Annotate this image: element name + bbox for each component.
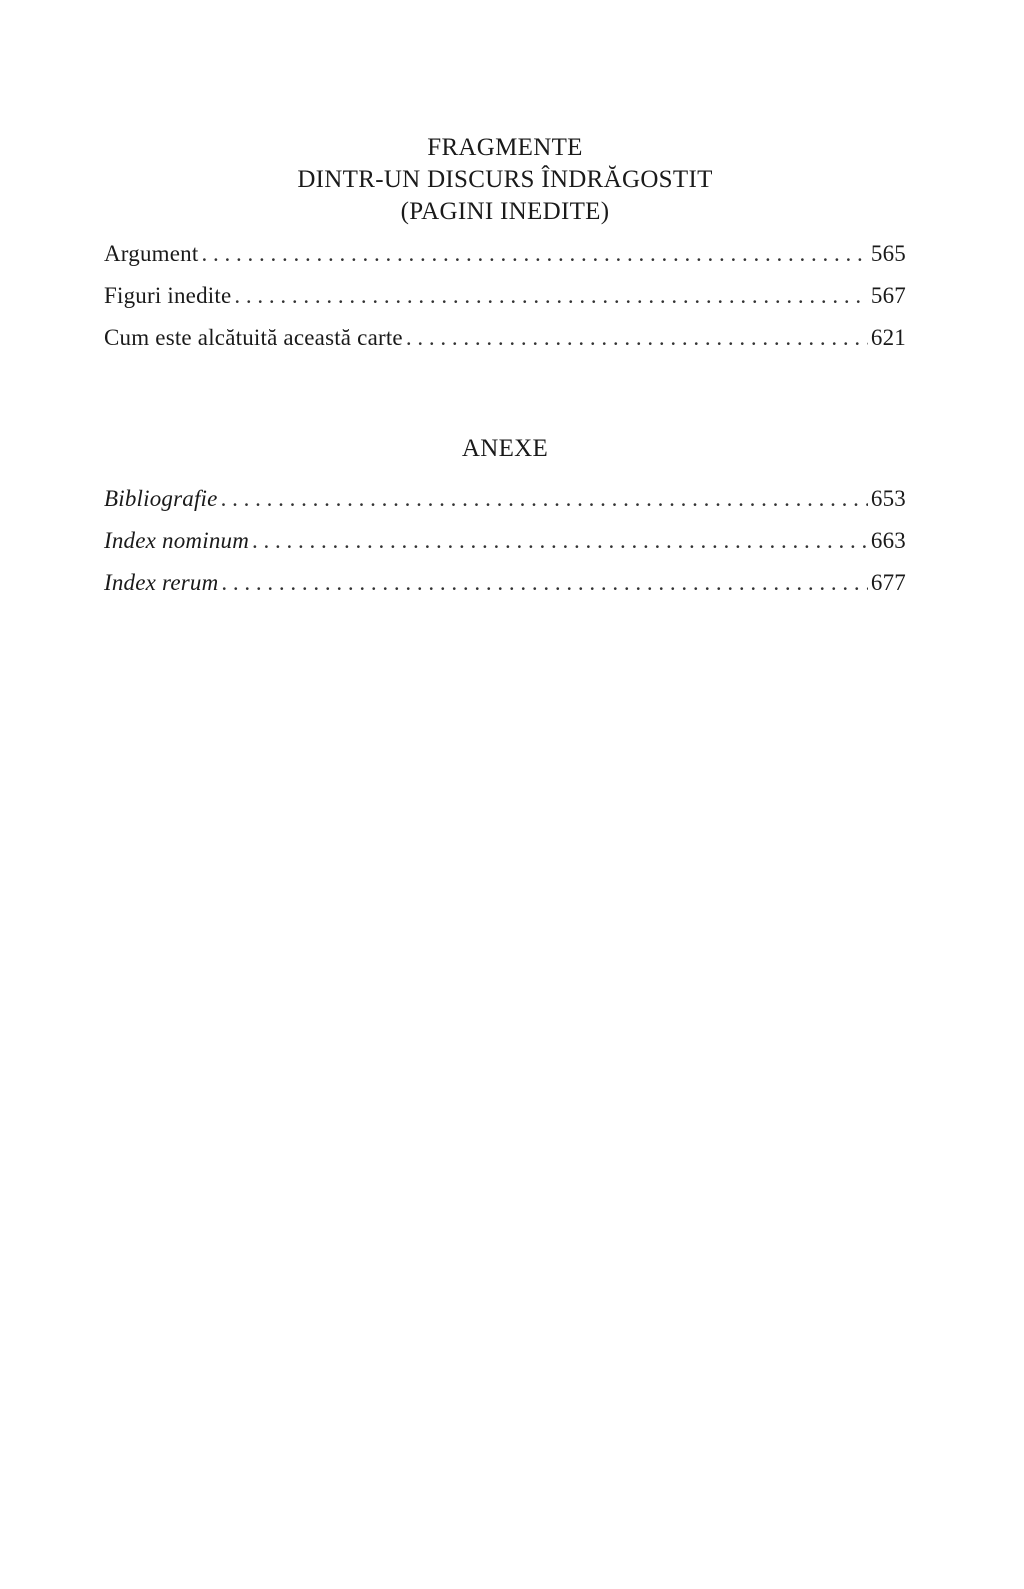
toc-entry-title: Argument <box>104 241 199 266</box>
toc-entry-figuri-inedite[interactable] <box>104 275 906 317</box>
heading-line: DINTR-UN DISCURS ÎNDRĂGOSTIT <box>297 166 713 193</box>
toc-entry-title: Index rerum <box>104 570 219 595</box>
heading-line: (PAGINI INEDITE) <box>400 198 610 225</box>
dot-leader <box>406 317 868 359</box>
dot-leader <box>252 520 868 562</box>
toc-entry-page: 565 <box>870 241 906 266</box>
toc-entry-title: Figuri inedite <box>104 283 232 308</box>
section-heading-fragmente <box>104 132 906 228</box>
toc-entry-title: Bibliografie <box>104 486 218 511</box>
toc-list-anexe <box>104 478 906 604</box>
heading-line: ANEXE <box>461 435 549 462</box>
toc-entry-title: Index nominum <box>104 528 250 553</box>
dot-leader <box>221 478 868 520</box>
dot-leader <box>201 233 867 275</box>
toc-entry-page: 663 <box>870 528 906 553</box>
toc-list-fragmente <box>104 233 906 359</box>
section-heading-anexe <box>104 433 906 465</box>
toc-entry-title: Cum este alcătuită această carte <box>104 325 403 350</box>
dot-leader <box>221 562 867 604</box>
toc-entry-page: 653 <box>870 486 906 511</box>
toc-entry-cum-este-alcatuita[interactable] <box>104 317 906 359</box>
toc-entry-index-nominum[interactable] <box>104 520 906 562</box>
toc-entry-page: 567 <box>870 283 906 308</box>
toc-entry-bibliografie[interactable] <box>104 478 906 520</box>
toc-entry-argument[interactable] <box>104 233 906 275</box>
toc-entry-page: 621 <box>870 325 906 350</box>
toc-entry-page: 677 <box>870 570 906 595</box>
toc-entry-index-rerum[interactable] <box>104 562 906 604</box>
dot-leader <box>234 275 868 317</box>
heading-line: FRAGMENTE <box>427 134 583 161</box>
